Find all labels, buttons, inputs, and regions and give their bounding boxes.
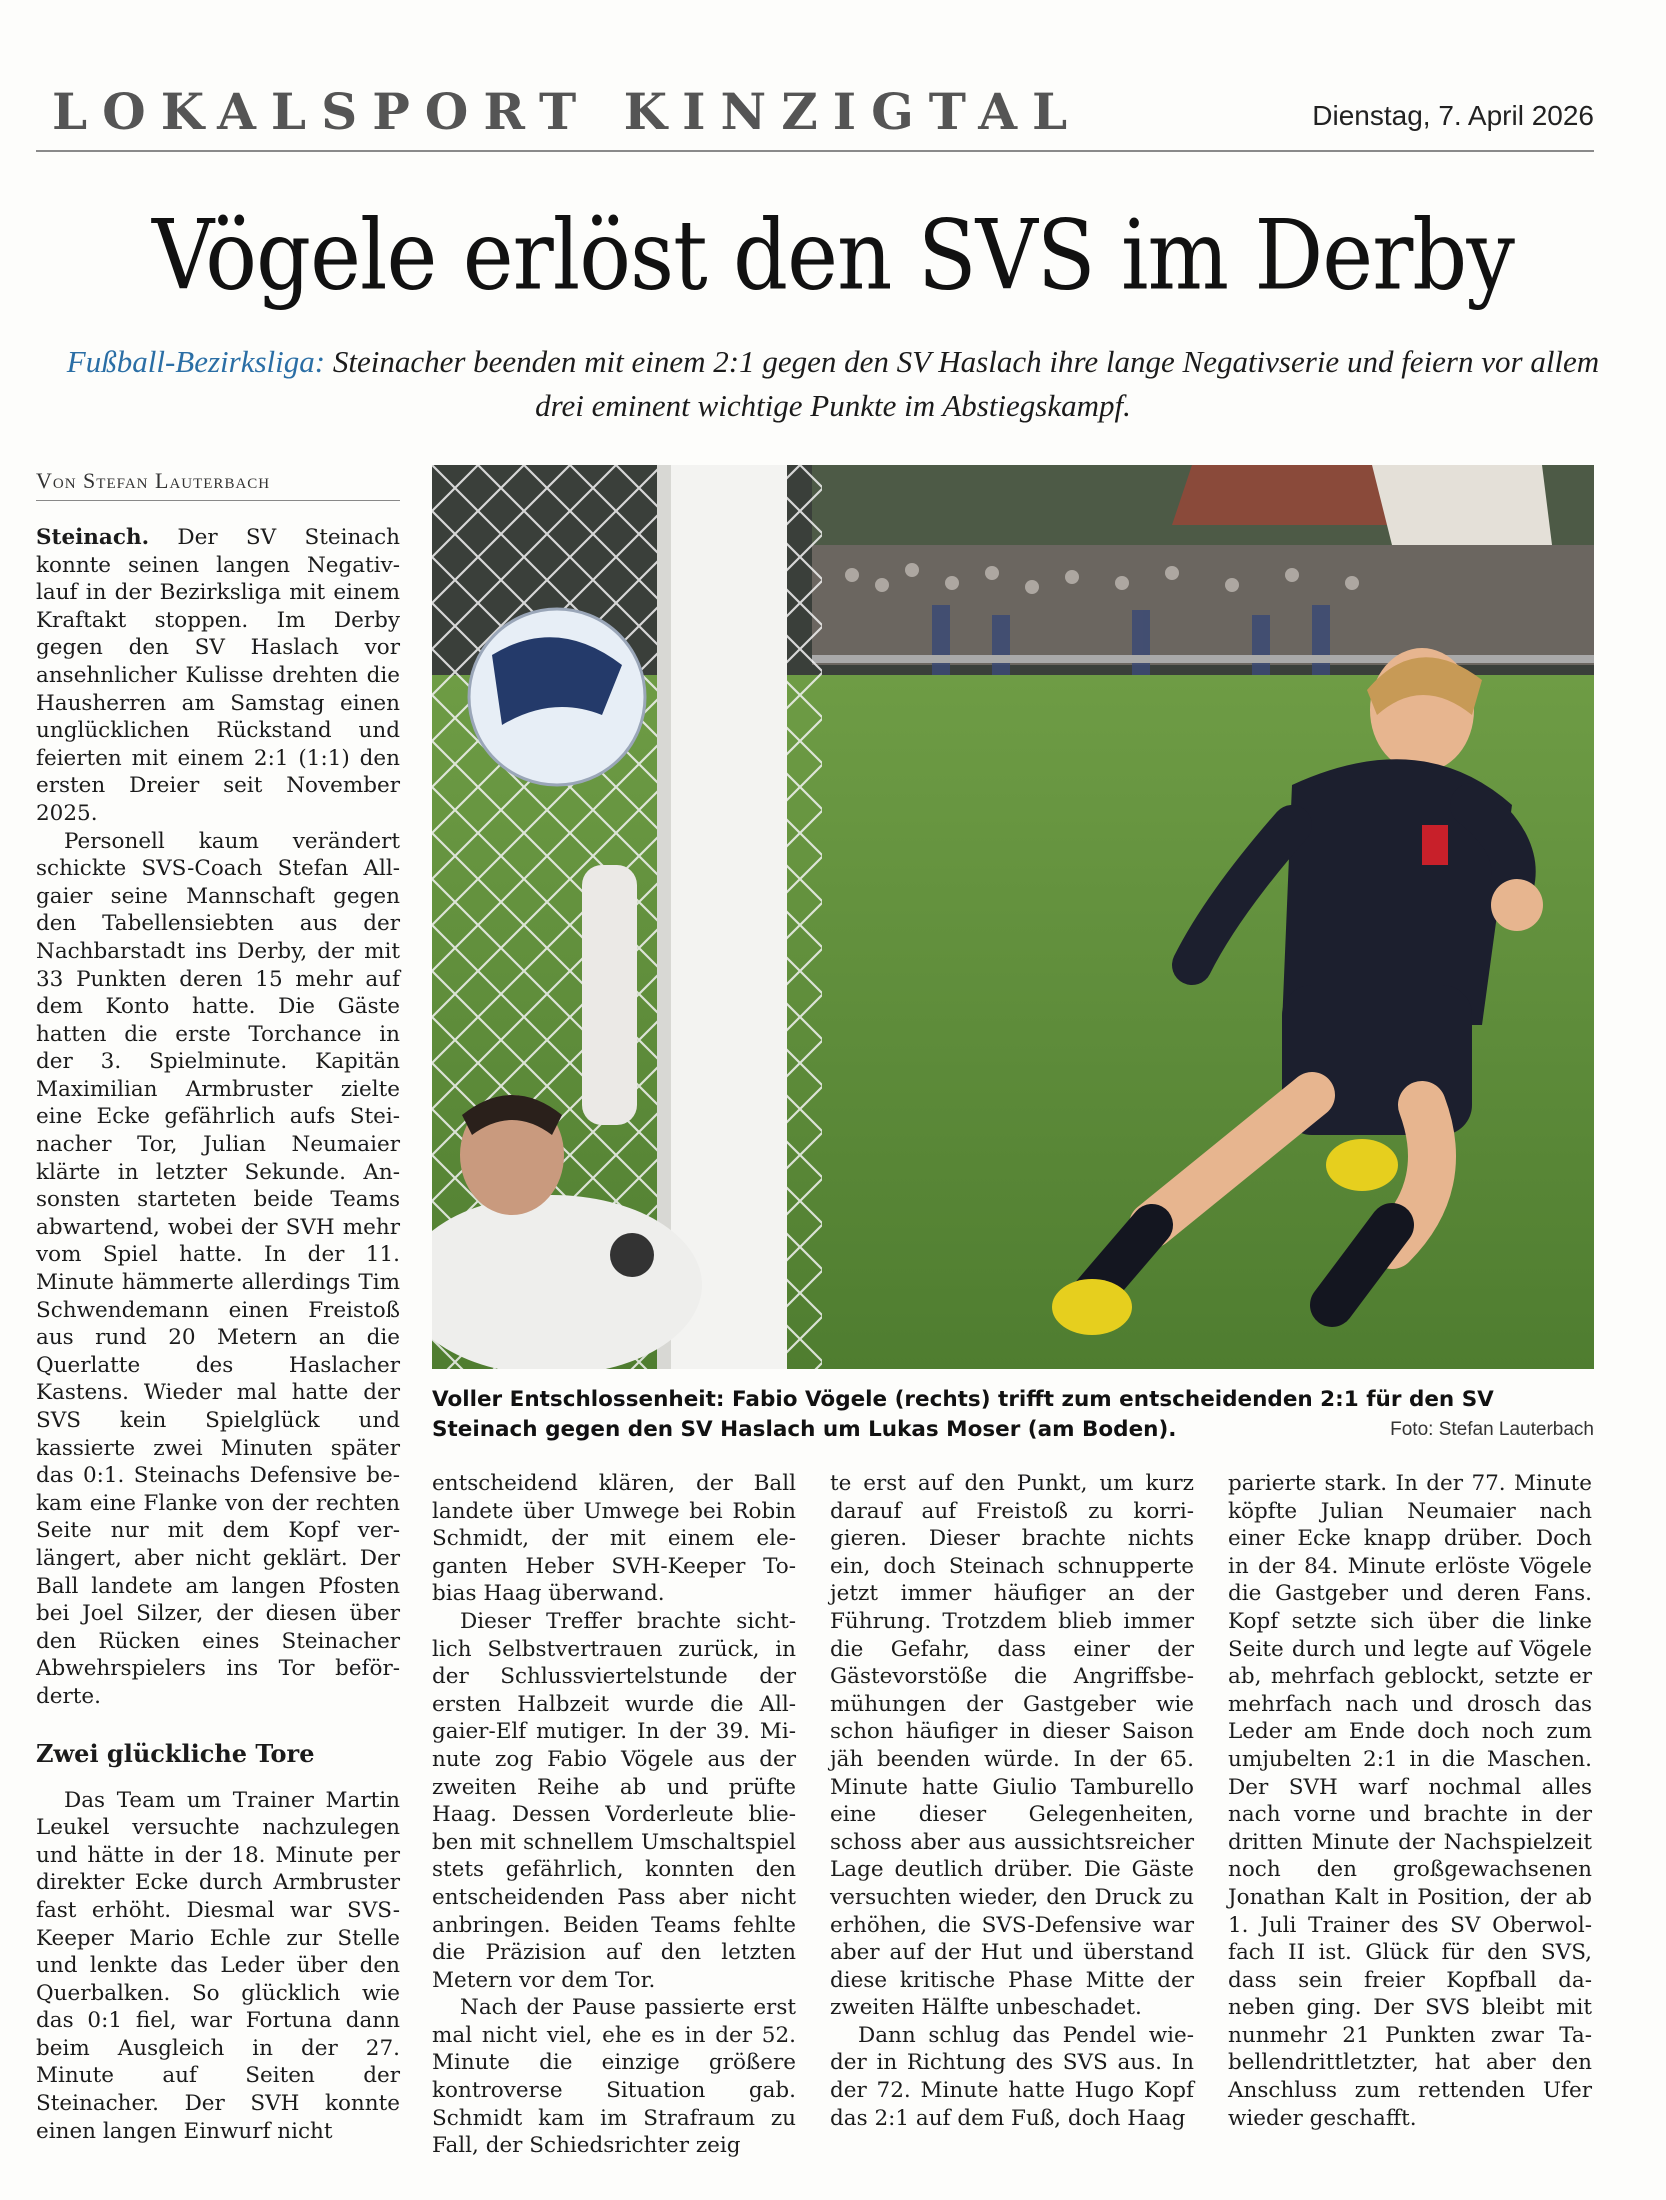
match-photo-illustration: [432, 465, 1594, 1369]
subline-text: Steinacher beenden mit einem 2:1 gegen den SV Haslach ihre lange Negativserie und feiern vor allem drei eminent wichtige Punkte im Abstiegskampf.: [332, 344, 1600, 423]
paragraph-1-text: Der SV Steinach konnte seinen langen Negativlauf in der Bezirksliga mit einem Kraftakt stoppen. Im Derby gegen den SV Haslach vor ansehnlicher Kulisse drehten die Hausherren am Samstag einen unglücklichen Rückstand und feierten mit einem 2:1 (1:1) den ersten Dreier seit November 2025.: [36, 525, 401, 826]
subheading: Zwei glückliche Tore: [36, 1738, 315, 1768]
article-column-1: [36, 524, 400, 2145]
paragraph-3-continued: entscheidend klären, der Ball landete über Umwege bei Robin Schmidt, der mit einem eleganten Heber SVH-Keeper Tobias Haag überwand.: [432, 1471, 796, 1607]
article-column-2: [432, 1470, 796, 2160]
issue-date: Dienstag, 7. April 2026: [1312, 100, 1594, 131]
paragraph-1: [36, 524, 400, 828]
paragraph-5: Nach der Pause passierte erst mal nicht viel, ehe es in der 52. Minute die einzige größere kontroverse Situation gab. Schmidt kam im Strafraum zu Fall, der Schiedsrichter zeig: [432, 1995, 796, 2159]
masthead: [36, 80, 1594, 152]
kicker: Fußball-Bezirksliga:: [66, 344, 326, 379]
match-photo: [432, 465, 1594, 1369]
paragraph-2: Personell kaum verändert schickte SVS-Coach Stefan Allgaier seine Mannschaft gegen den Tabellensiebten aus der Nachbarstadt ins Derby, der mit 33 Punkten deren 15 mehr auf dem Konto hatte. Die Gäste hatten die erste Torchance in der 3. Spielminute. Kapitän Maximilian Armbruster zielte eine Ecke gefährlich aufs Steinacher Tor, Julian Neumaier klärte in letzter Sekunde. Ansonsten starteten beide Teams abwartend, wobei der SVH mehr vom Spiel hatte. In der 11. Minute hämmerte allerdings Tim Schwendemann einen Freistoß aus rund 20 Metern an die Querlatte des Haslacher Kastens. Wieder mal hatte der SVS kein Spielglück und kassierte zwei Minuten später das 0:1. Steinachs Defensive bekam eine Flanke von der rechten Seite nur mit dem Kopf verlängert, aber nicht geklärt. Der Ball landete am langen Pfosten bei Joel Silzer, der diesen über den Rücken eines Steinacher Abwehrspielers ins Tor beförderte.: [36, 828, 400, 1709]
photo-caption: [432, 1385, 1594, 1445]
subline: [40, 340, 1626, 428]
byline: Von Stefan Lauterbach: [36, 468, 400, 501]
paragraph-3: Das Team um Trainer Martin Leukel versuchte nachzulegen und hätte in der 18. Minute per direkter Ecke durch Armbruster fast erhöht. Diesmal war SVS-Keeper Mario Echle zur Stelle und lenkte das Leder über den Querbalken. So glücklich wie das 0:1 fiel, war Fortuna dann beim Ausgleich in der 27. Minute auf Seiten der Steinacher. Der SVH konnte einen langen Einwurf nicht: [36, 1787, 400, 2144]
paragraph-5-continued: te erst auf den Punkt, um kurz darauf auf Freistoß zu korrigieren. Dieser brachte nichts ein, doch Steinach schnupperte jetzt immer häufiger an der Führung. Trotzdem blieb immer die Gefahr, dass einer der Gästevorstöße die Angriffsbemühungen der Gastgeber wie schon häufiger in dieser Saison jäh beenden würde. In der 65. Minute hatte Giulio Tamburello eine dieser Gelegenheiten, schoss aber aus aussichtsreicher Lage deutlich drüber. Die Gäste versuchten wieder, den Druck zu erhöhen, die SVS-Defensive war aber auf der Hut und überstand diese kritische Phase Mitte der zweiten Hälfte unbeschadet.: [830, 1471, 1194, 2021]
article-column-3: [830, 1470, 1194, 2132]
photo-credit: Foto: Stefan Lauterbach: [1390, 1419, 1594, 1440]
paragraph-6-continued: parierte stark. In der 77. Minute köpfte Julian Neumaier nach einer Ecke knapp drüber. Doch in der 84. Minute erlöste Vögele die Gastgeber und deren Fans. Kopf setzte sich über die linke Seite durch und legte auf Vögele ab, mehrfach geblockt, setzte er mehrfach nach und drosch das Leder am Ende doch noch zum umjubelten 2:1 in die Maschen. Der SVH warf nochmal alles nach vorne und brachte in der dritten Minute der Nachspielzeit noch den großgewachsenen Jonathan Kalt in Position, der ab 1. Juli Trainer des SV Oberwolfach II ist. Glück für den SVS, dass sein freier Kopfball daneben ging. Der SVS bleibt mit nunmehr 21 Punkten zwar Tabellendrittletzter, hat aber den Anschluss zum rettenden Ufer wieder geschafft.: [1228, 1471, 1592, 2131]
caption-text: Voller Entschlossenheit: Fabio Vögele (rechts) trifft zum entscheidenden 2:1 für den SV Steinach gegen den SV Haslach um Lukas Moser (am Boden).: [432, 1387, 1494, 1442]
paragraph-6: Dann schlug das Pendel wieder in Richtung des SVS aus. In der 72. Minute hatte Hugo Kopf das 2:1 auf dem Fuß, doch Haag: [830, 2022, 1194, 2131]
paragraph-4: Dieser Treffer brachte sichtlich Selbstvertrauen zurück, in der Schlussviertelstunde der ersten Halbzeit wurde die Allgaier-Elf mutiger. In der 39. Minute zog Fabio Vögele aus der zweiten Reihe ab und prüfte Haag. Dessen Vorderleute blieben mit schnellem Umschaltspiel stets gefährlich, konnten den entscheidenden Pass aber nicht anbringen. Beiden Teams fehlte die Präzision auf den letzten Metern vor dem Tor.: [432, 1608, 796, 1993]
headline: Vögele erlöst den SVS im Derby: [152, 200, 1514, 312]
section-title: LOKALSPORT KINZIGTAL: [52, 82, 1083, 141]
article-column-4: [1228, 1470, 1592, 2132]
dateline: Steinach.: [36, 525, 150, 550]
